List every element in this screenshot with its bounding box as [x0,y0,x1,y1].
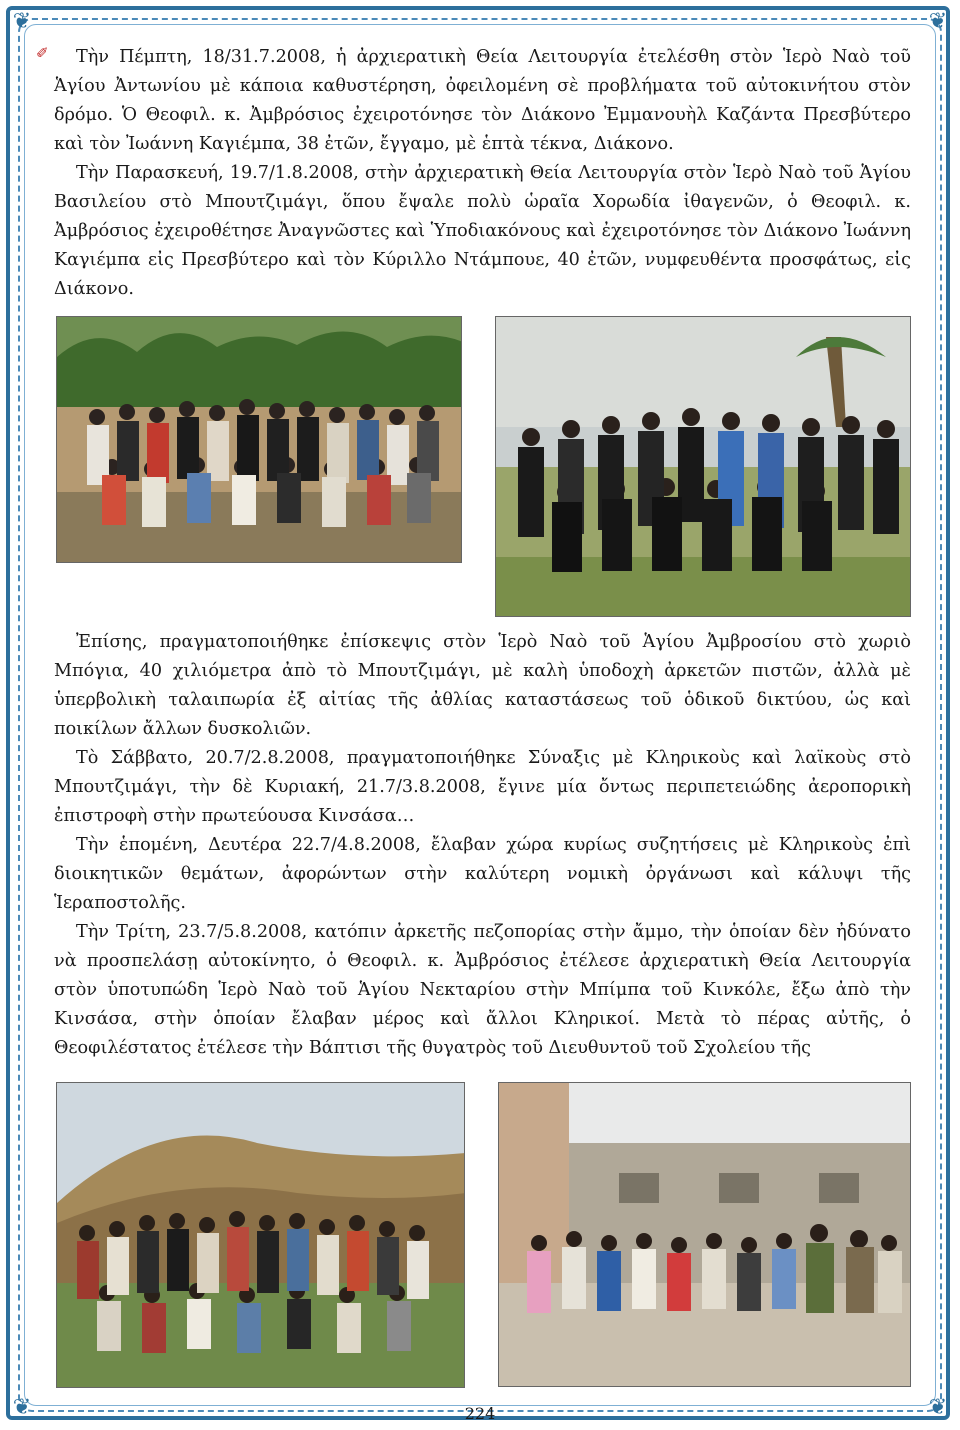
paragraph: Τὴν Πέμπτη, 18/31.7.2008, ἡ ἀρχιερατικὴ Θεία Λειτουργία ἐτελέσθη στὸν Ἱερὸ Ναὸ τοῦ Ἁγίου Ἀντωνίου μὲ κάποια καθυστέρηση, ὀφειλομένη σὲ προβλήματα τοῦ αὐτοκινήτου στὸν δρόμο. Ὁ Θεοφιλ. κ. Ἀμβρόσιος ἐχειροτόνησε τὸν Διάκονο Ἐμμανουὴλ Καζάντα Πρεσβύτερο καὶ τὸν Ἰωάννη Καγιέμπα, 38 ἐτῶν, ἔγγαμο, μὲ ἑπτὰ τέκνα, Διάκονο. [54,47,911,154]
text-block-top [54,43,911,304]
photo-crowd-with-clergy [56,316,462,563]
photo-schoolyard-group [498,1082,911,1387]
photo-clergy-group [495,316,911,617]
corner-ornament-icon: ❦ [928,1395,948,1420]
corner-ornament-icon: ❦ [12,9,32,34]
photo-village-gathering [56,1082,465,1388]
photo-clergy-illustration [496,317,911,617]
photo-crowd-illustration [57,317,462,563]
page-number: 224 [464,1404,496,1423]
paragraph: Τὸ Σάββατο, 20.7/2.8.2008, πραγματοποιήθηκε Σύναξις μὲ Κληρικοὺς καὶ λαϊκοὺς στὸ Μπουτζιμάγι, τὴν δὲ Κυριακή, 21.7/3.8.2008, ἔγινε μία ὄντως περιπετειώδης ἀεροπορικὴ ἐπιστροφὴ στὴν πρωτεύουσα Κινσάσα… [54,748,911,826]
corner-ornament-icon: ❦ [928,9,948,34]
text-block-middle [54,628,911,1063]
paragraph: Τὴν Τρίτη, 23.7/5.8.2008, κατόπιν ἀρκετῆς πεζοπορίας στὴν ἄμμο, τὴν ὁποίαν δὲν ἠδύνατο νὰ προσπελάσῃ αὐτοκίνητο, ὁ Θεοφιλ. κ. Ἀμβρόσιος ἐτέλεσε ἀρχιερατικὴ Θεία Λειτουργία στὸν ὑποτυπώδη Ἱερὸ Ναὸ τοῦ Ἁγίου Νεκταρίου στὴν Μπίμπα τοῦ Κινκόλε, ἔξω ἀπὸ τὴν Κινσάσα, στὴν ὁποίαν ἔλαβαν μέρος καὶ ἄλλοι Κληρικοί. Μετὰ τὸ πέρας αὐτῆς, ὁ Θεοφιλέστατος ἐτέλεσε τὴν Βάπτισι τῆς θυγατρὸς τοῦ Διευθυντοῦ τοῦ Σχολείου τῆς [54,922,911,1058]
paragraph: Ἐπίσης, πραγματοποιήθηκε ἐπίσκεψις στὸν Ἱερὸ Ναὸ τοῦ Ἁγίου Ἀμβροσίου στὸ χωριὸ Μπόγια, 40 χιλιόμετρα ἀπὸ τὸ Μπουτζιμάγι, μὲ καλὴ ὑποδοχὴ ἀρκετῶν πιστῶν, ἀλλὰ μὲ ὑπερβολικὴ ταλαιπωρία ἐξ αἰτίας τῆς ἀθλίας καταστάσεως τοῦ ὁδικοῦ δικτύου, ὡς καὶ ποικίλων ἄλλων δυσκολιῶν. [54,632,911,739]
paragraph: Τὴν Παρασκευή, 19.7/1.8.2008, στὴν ἀρχιερατικὴ Θεία Λειτουργία στὸν Ἱερὸ Ναὸ τοῦ Ἁγίου Βασιλείου στὸ Μπουτζιμάγι, ὅπου ἔψαλε πολὺ ὡραῖα Χορωδία ἰθαγενῶν, ὁ Θεοφιλ. κ. Ἀμβρόσιος ἐχειροθέτησε Ἀναγνῶστες καὶ Ὑποδιακόνους καὶ ἐχειροτόνησε τὸν Διάκονο Ἰωάννη Καγιέμπα εἰς Πρεσβύτερο καὶ τὸν Κύριλλο Ντάμπουε, 40 ἐτῶν, νυμφευθέντα προσφάτως, εἰς Διάκονο. [54,163,911,299]
photo-schoolyard-illustration [499,1083,911,1387]
photo-village-illustration [57,1083,465,1388]
pen-marker-icon: ✐ [36,44,49,62]
paragraph: Τὴν ἑπομένη, Δευτέρα 22.7/4.8.2008, ἔλαβαν χώρα κυρίως συζητήσεις μὲ Κληρικοὺς ἐπὶ διοικητικῶν θεμάτων, ἀφορώντων στὴν καλύτερη νομικὴ ὀργάνωσι καὶ κάλυψι τῆς Ἱεραποστολῆς. [54,835,911,913]
corner-ornament-icon: ❦ [12,1395,32,1420]
